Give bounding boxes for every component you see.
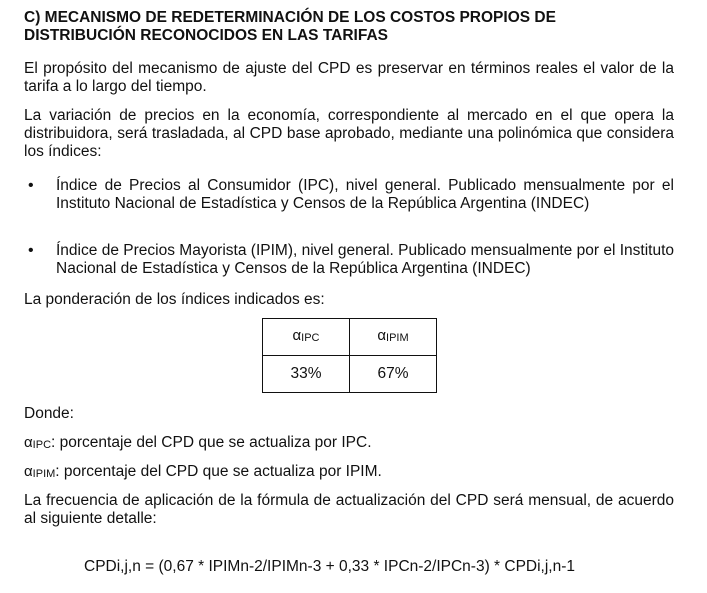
section-heading-line-2: DISTRIBUCIÓN RECONOCIDOS EN LAS TARIFAS <box>24 27 388 44</box>
table-row <box>263 356 437 393</box>
bullet-item-ipc <box>28 177 674 213</box>
table-header-row <box>263 319 437 356</box>
update-formula: CPDi,j,n = (0,67 * IPIMn-2/IPIMn-3 + 0,33 * IPCn-2/IPCn-3) * CPDi,j,n-1 <box>84 558 576 575</box>
section-heading-line-1: C) MECANISMO DE REDETERMINACIÓN DE LOS COSTOS PROPIOS DE <box>24 9 556 26</box>
table-cell-ipim-weight: 67% <box>350 356 437 393</box>
alpha-symbol: α <box>377 327 387 344</box>
definition-text: : porcentaje del CPD que se actualiza por IPC. <box>51 434 372 451</box>
bullet-dot-icon: • <box>28 242 34 259</box>
subscript: IPIM <box>32 468 56 480</box>
frequency-paragraph: La frecuencia de aplicación de la fórmula de actualización del CPD será mensual, de acuerdo al siguiente detalle: <box>24 492 674 527</box>
purpose-paragraph: El propósito del mecanismo de ajuste del CPD es preservar en términos reales el valor de la tarifa a lo largo del tiempo. <box>24 60 674 95</box>
bullet-dot-icon: • <box>28 177 34 194</box>
alpha-symbol: α <box>292 327 302 344</box>
where-label: Donde: <box>24 405 74 422</box>
table-cell-ipc-weight: 33% <box>263 356 350 393</box>
bullet-text: Índice de Precios al Consumidor (IPC), nivel general. Publicado mensualmente por el Instituto Nacional de Estadística y Censos de la República Argentina (INDEC) <box>56 177 674 212</box>
bullet-item-ipim <box>28 242 674 278</box>
alpha-symbol: α <box>24 463 33 480</box>
bullet-text: Índice de Precios Mayorista (IPIM), nivel general. Publicado mensualmente por el Instituto Nacional de Estadística y Censos de la República Argentina (INDEC) <box>56 242 674 277</box>
definition-text: : porcentaje del CPD que se actualiza por IPIM. <box>55 463 382 480</box>
subscript: IPC <box>301 332 320 344</box>
price-variation-paragraph: La variación de precios en la economía, correspondiente al mercado en el que opera la distribuidora, será trasladada, al CPD base aprobado, mediante una polinómica que considera los índices: <box>24 107 674 160</box>
definition-ipim <box>24 463 674 483</box>
subscript: IPC <box>32 439 52 451</box>
definition-ipc <box>24 434 674 454</box>
table-header-cell-ipim <box>350 319 437 356</box>
subscript: IPIM <box>386 332 409 344</box>
weights-table <box>262 318 437 393</box>
weighting-paragraph: La ponderación de los índices indicados es: <box>24 291 325 308</box>
section-heading <box>24 9 674 45</box>
table-header-cell-ipc <box>263 319 350 356</box>
alpha-symbol: α <box>24 434 33 451</box>
